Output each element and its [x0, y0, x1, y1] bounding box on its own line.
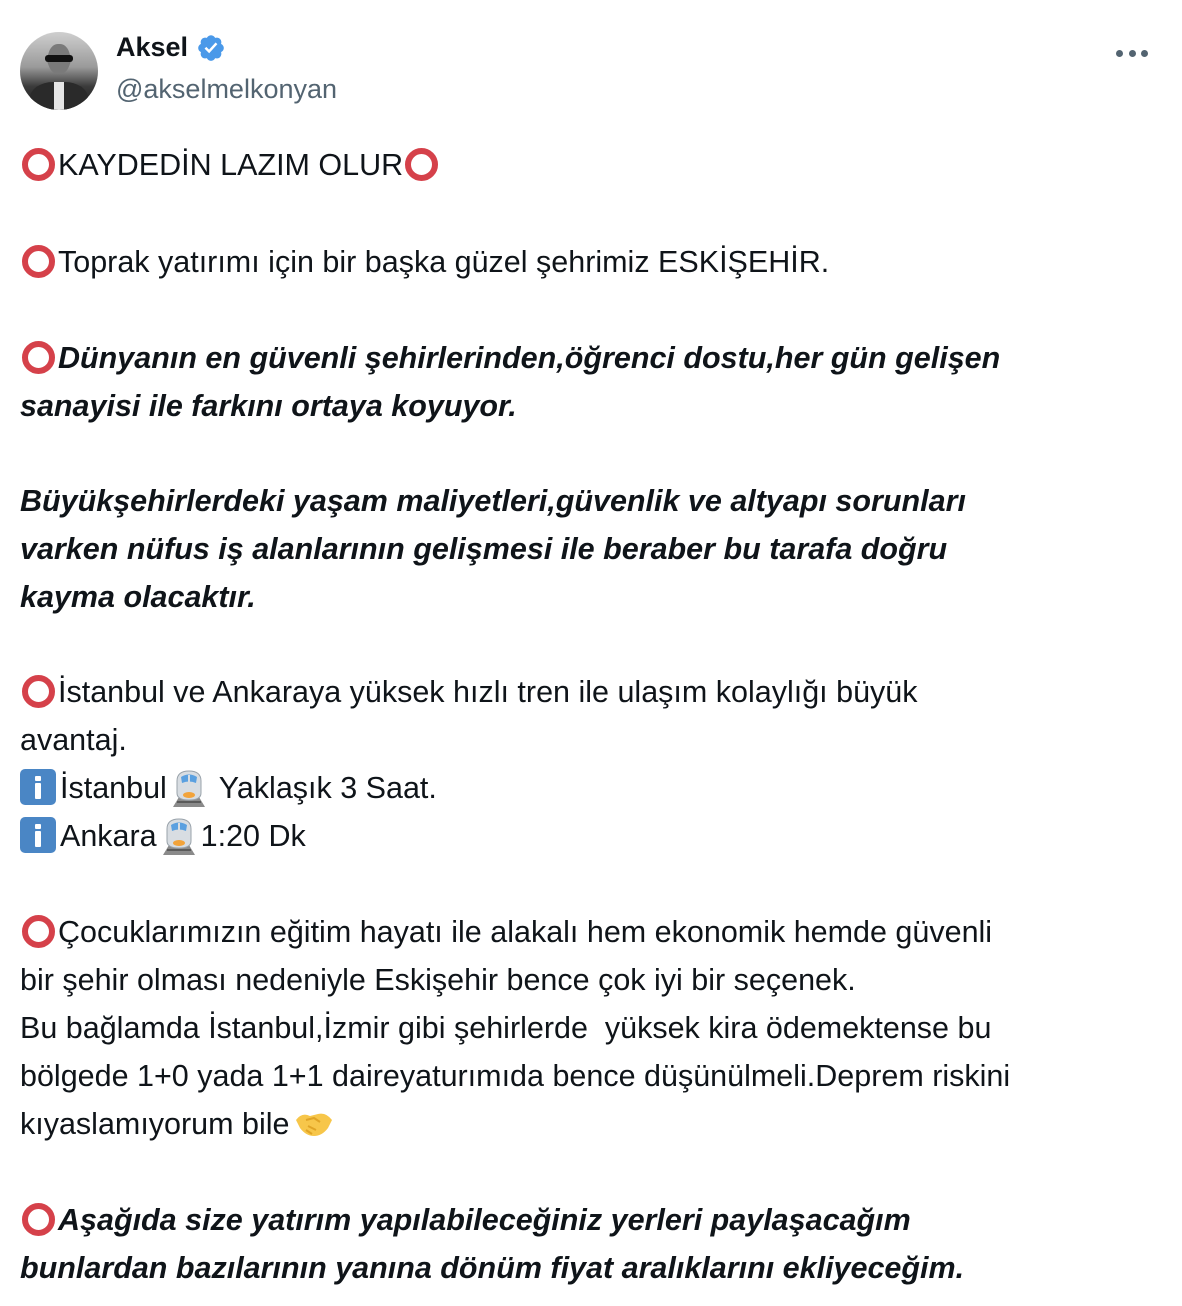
high-speed-train-icon	[171, 769, 207, 807]
tweet-line	[20, 1244, 964, 1292]
tweet-line-text: Yaklaşık 3 Saat.	[210, 771, 437, 805]
tweet-line	[20, 238, 829, 286]
tweet-line	[20, 1100, 334, 1148]
tweet-line-text: Dünyanın en güvenli şehirlerinden,öğrenci dostu,her gün gelişen	[58, 341, 1001, 375]
tweet-line	[20, 573, 256, 621]
tweet-line-text: sanayisi ile farkını ortaya koyuyor.	[20, 389, 517, 423]
tweet-line-text: bölgede 1+0 yada 1+1 daireyaturımıda bence düşünülmeli.Deprem riskini	[20, 1059, 1011, 1093]
red-circle-icon	[22, 675, 55, 708]
tweet-line-text: İstanbul	[60, 771, 167, 805]
tweet-line	[20, 716, 127, 764]
tweet-line	[20, 1004, 991, 1052]
tweet-line-text: bir şehir olması nedeniyle Eskişehir bence çok iyi bir seçenek.	[20, 963, 856, 997]
tweet-line-text: Bu bağlamda İstanbul,İzmir gibi şehirlerde yüksek kira ödemektense bu	[20, 1011, 992, 1045]
more-dot-icon	[1129, 50, 1136, 57]
tweet-line	[20, 764, 437, 812]
avatar-glasses	[45, 55, 73, 62]
handshake-icon	[294, 1108, 334, 1140]
tweet-header	[0, 0, 1182, 130]
red-circle-icon	[22, 915, 55, 948]
tweet-line-text: Aşağıda size yatırım yapılabileceğiniz yerleri paylaşacağım	[58, 1203, 911, 1237]
more-dot-icon	[1141, 50, 1148, 57]
red-circle-icon	[22, 148, 55, 181]
tweet-line	[20, 1052, 1010, 1100]
information-icon	[20, 817, 56, 853]
tweet-line-text: kıyaslamıyorum bile	[20, 1107, 290, 1141]
tweet-line	[20, 525, 947, 573]
tweet-line	[20, 477, 966, 525]
author-name[interactable]: Aksel	[116, 32, 189, 62]
tweet-line-text: Ankara	[60, 819, 157, 853]
author-handle[interactable]: @akselmelkonyan	[116, 74, 338, 104]
tweet-line-text: İstanbul ve Ankaraya yüksek hızlı tren ile ulaşım kolaylığı büyük	[58, 675, 918, 709]
tweet-line-text: Toprak yatırımı için bir başka güzel şehrimiz ESKİŞEHİR.	[58, 245, 830, 279]
red-circle-icon	[22, 341, 55, 374]
tweet-line-text: kayma olacaktır.	[20, 580, 256, 614]
red-circle-icon	[405, 148, 438, 181]
tweet-line-text: avantaj.	[20, 723, 127, 757]
tweet-line-text: varken nüfus iş alanlarının gelişmesi ile beraber bu tarafa doğru	[20, 532, 948, 566]
tweet-line-text: KAYDEDİN LAZIM OLUR	[58, 148, 404, 182]
high-speed-train-icon	[161, 817, 197, 855]
red-circle-icon	[22, 245, 55, 278]
tweet-line	[20, 141, 441, 189]
more-dot-icon	[1116, 50, 1123, 57]
avatar-shirt	[54, 82, 64, 110]
red-circle-icon	[22, 1203, 55, 1236]
tweet-line	[20, 1196, 911, 1244]
tweet-line-text: Çocuklarımızın eğitim hayatı ile alakalı hem ekonomik hemde güvenli	[58, 915, 993, 949]
tweet-line	[20, 382, 517, 430]
tweet-line	[20, 956, 856, 1004]
tweet-line	[20, 812, 306, 860]
tweet-line-text: bunlardan bazılarının yanına dönüm fiyat aralıklarını ekliyeceğim.	[20, 1251, 965, 1285]
tweet-line	[20, 334, 1000, 382]
avatar[interactable]	[20, 32, 98, 110]
verified-badge-icon[interactable]	[196, 33, 226, 63]
tweet-line	[20, 668, 918, 716]
tweet-line-text: 1:20 Dk	[200, 819, 306, 853]
information-icon	[20, 769, 56, 805]
author-name-row	[116, 32, 226, 63]
tweet-line-text: Büyükşehirlerdeki yaşam maliyetleri,güvenlik ve altyapı sorunları	[20, 484, 966, 518]
more-options-button[interactable]	[1112, 38, 1152, 68]
tweet-line	[20, 908, 992, 956]
